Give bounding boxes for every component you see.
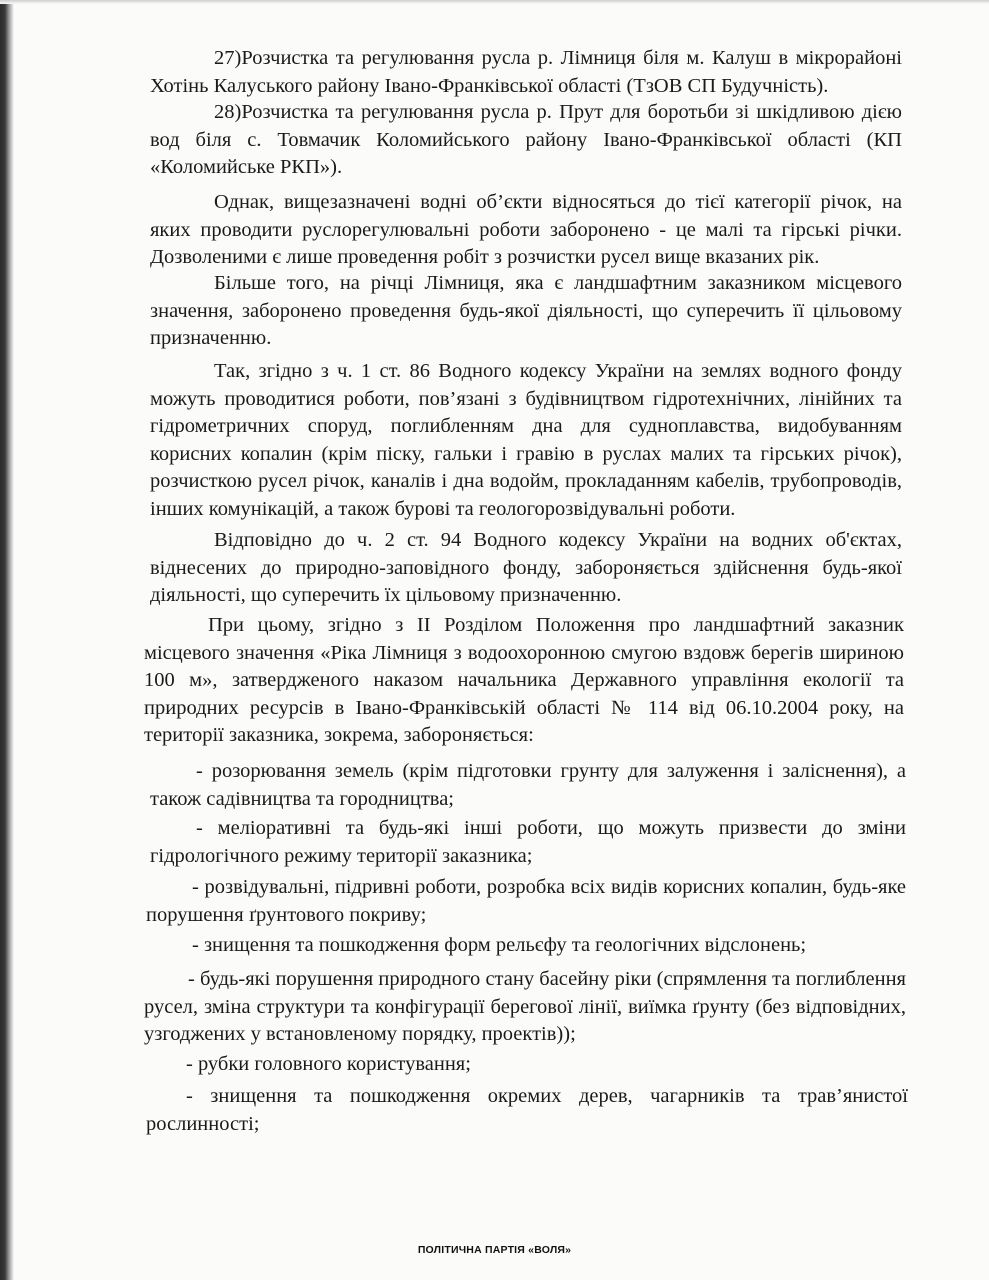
prohibition-item-melioration: - меліоративні та будь-які інші роботи, що можуть призвести до зміни гідрологічного режиму території заказника; xyxy=(150,817,906,867)
prohibition-item-mining: - розвідувальні, підривні роботи, розробка всіх видів корисних копалин, будь-яке порушення ґрунтового покриву; xyxy=(146,876,906,926)
paragraph-article-94: Відповідно до ч. 2 ст. 94 Водного кодексу України на водних об'єктах, віднесених до природно-заповідного фонду, забороняється здійснення будь-якої діяльності, що суперечить їх цільовому призначенню. xyxy=(150,529,902,606)
paragraph-regulation: При цьому, згідно з ІІ Розділом Положення про ландшафтний заказник місцевого значення «Ріка Лімниця з водоохоронною смугою вздовж берегів шириною 100 м», затвердженого наказом начальника Державного управління екології та природних ресурсів в Івано-Франківській області № 114 від 06.10.2004 року, на території заказника, зокрема, забороняється: xyxy=(144,614,904,746)
prohibition-item-ploughing: - розорювання земель (крім підготовки грунту для залуження і заліснення), а також садівництва та городництва; xyxy=(150,760,906,810)
paragraph-moreover: Більше того, на річці Лімниця, яка є ландшафтним заказником місцевого значення, заборонено проведення будь-якої діяльності, що суперечить її цільовому призначенню. xyxy=(150,272,902,349)
paragraph-however: Однак, вищезазначені водні об’єкти відносяться до тієї категорії річок, на яких проводити руслорегулювальні роботи заборонено - це малі та гірські річки. Дозволеними є лише проведення робіт з розчистки русел вище вказаних рік. xyxy=(150,191,902,268)
footer-party-name: ПОЛІТИЧНА ПАРТІЯ «ВОЛЯ» xyxy=(417,1244,572,1256)
prohibition-item-logging: - рубки головного користування; xyxy=(186,1053,471,1075)
paragraph-article-86: Так, згідно з ч. 1 ст. 86 Водного кодексу України на землях водного фонду можуть проводитися роботи, пов’язані з будівництвом гідротехнічних, лінійних та гідрометричних споруд, поглибленням дна для судноплавства, видобуванням корисних копалин (крім піску, гальки і гравію в руслах малих та гірських річок), розчисткою русел річок, каналів і дна водойм, прокладанням кабелів, трубопроводів, інших комунікацій, а також бурові та геологорозвідувальні роботи. xyxy=(150,360,902,520)
prohibition-item-vegetation: - знищення та пошкодження окремих дерев, чагарників та трав’янистої рослинності; xyxy=(146,1085,908,1135)
paragraph-item-27: 27)Розчистка та регулювання русла р. Лімниця біля м. Калуш в мікрорайоні Хотінь Калуського району Івано-Франківської області (ТзОВ СП Будучність). xyxy=(150,47,902,97)
prohibition-item-basin: - будь-які порушення природного стану басейну ріки (спрямлення та поглиблення русел, зміна структури та конфігурації берегової лінії, виїмка ґрунту (без відповідних, узгоджених у встановленому порядку, проектів)); xyxy=(144,968,906,1045)
paragraph-item-28: 28)Розчистка та регулювання русла р. Прут для боротьби зі шкідливою дією вод біля с. Товмачик Коломийського району Івано-Франківської області (КП «Коломийське РКП»). xyxy=(150,101,902,178)
prohibition-item-landforms: - знищення та пошкодження форм рельєфу та геологічних відслонень; xyxy=(192,934,807,956)
